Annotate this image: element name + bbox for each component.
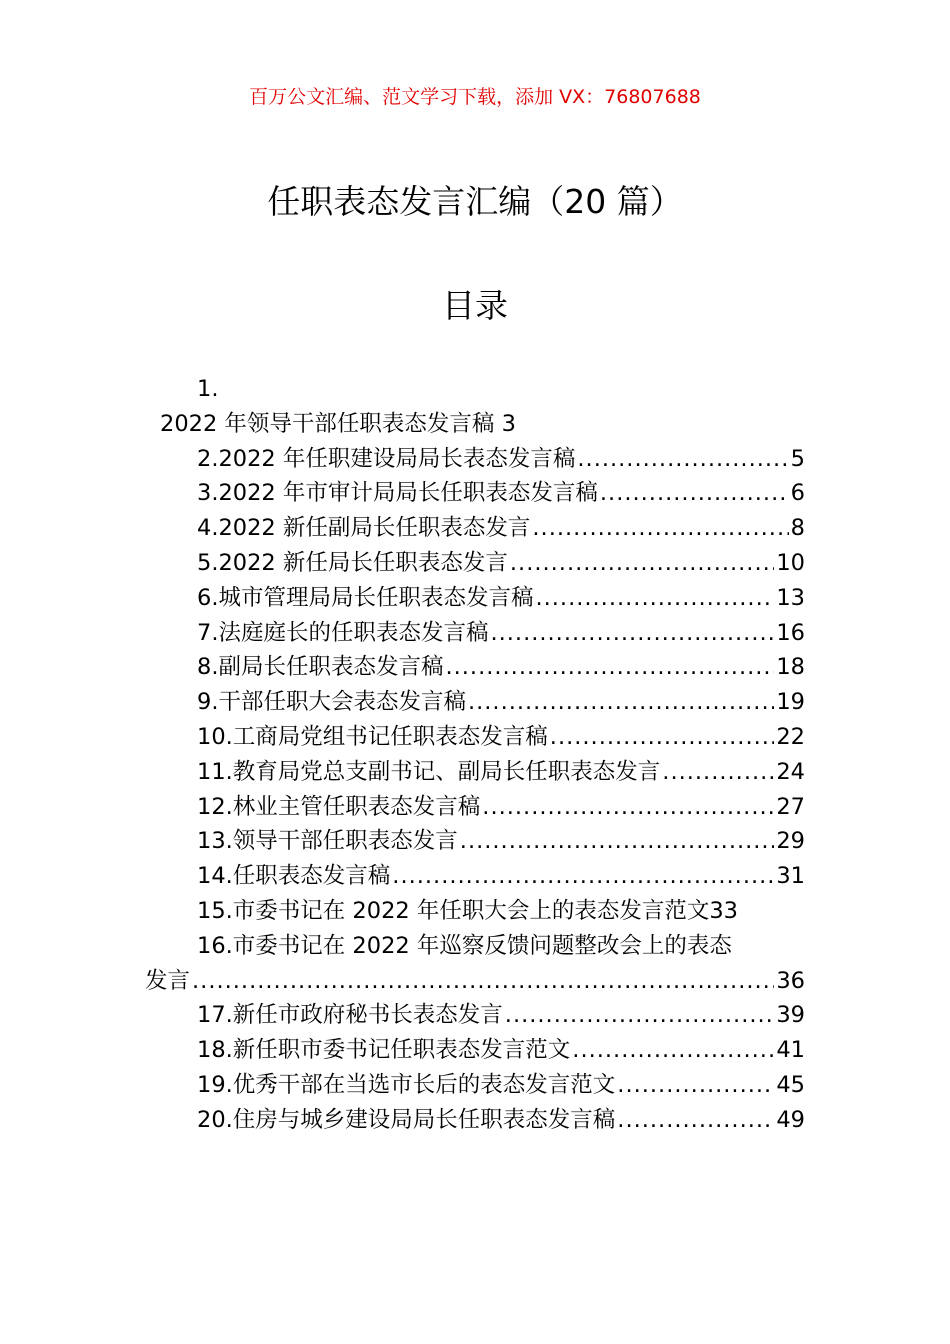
toc-entry-label: 11.教育局党总支副书记、副局长任职表态发言 [197,758,661,785]
toc-entry[interactable] [145,442,805,477]
dot-leader [460,824,775,859]
toc-entry-label: 18.新任职市委书记任职表态发言范文 [197,1037,571,1064]
dot-leader [505,998,775,1033]
toc-entry[interactable] [145,824,805,859]
dot-leader [550,720,775,755]
toc-entry-label: 10.工商局党组书记任职表态发言稿 [197,723,548,750]
dot-leader [535,581,774,616]
toc-entry-page: 36 [776,967,805,994]
toc-entry[interactable] [145,755,805,790]
toc-entry-label: 13.领导干部任职表态发言 [197,828,458,855]
toc-entry-page: 8 [790,515,805,542]
toc-entry-page: 24 [776,758,805,785]
dot-leader [577,442,788,477]
dot-leader [510,546,774,581]
toc-entry-page: 19 [776,689,805,716]
toc-entry[interactable] [145,859,805,894]
toc-entry-page: 33 [709,897,738,924]
dot-leader [617,1103,774,1138]
dot-leader [482,790,774,825]
toc-entry[interactable] [145,998,805,1033]
toc-entry-page: 39 [776,1002,805,1029]
toc-entry-page: 31 [776,863,805,890]
dot-leader [490,616,774,651]
toc-entry-label: 17.新任市政府秘书长表态发言 [197,1002,503,1029]
dot-leader [532,511,788,546]
toc-entry-page: 45 [776,1071,805,1098]
dot-leader [617,1068,774,1103]
toc-entry-label: 20.住房与城乡建设局局长任职表态发言稿 [197,1106,616,1133]
dot-leader [572,1033,774,1068]
document-title: 任职表态发言汇编（20 篇） [267,182,683,221]
watermark-header: 百万公文汇编、范文学习下载，添加 VX：76807688 [249,86,701,108]
toc-entry[interactable] [145,1103,805,1138]
toc-entry-label: 12.林业主管任职表态发言稿 [197,793,481,820]
dot-leader [662,755,774,790]
toc-entry-label: 8.副局长任职表态发言稿 [197,654,444,681]
toc-entry-label: 14.任职表态发言稿 [197,863,391,890]
toc-entry[interactable] [145,581,805,616]
toc-entry[interactable] [145,790,805,825]
toc-entry-page: 22 [776,723,805,750]
toc-entry-1-text[interactable]: 2022 年领导干部任职表态发言稿 3 [160,410,516,437]
toc-entry[interactable] [145,546,805,581]
toc-heading: 目录 [442,286,508,325]
toc-entry-page: 29 [776,828,805,855]
toc-entry-label: 发言 [145,967,191,994]
toc-entry-1-number[interactable]: 1. [197,376,219,402]
table-of-contents [145,372,805,1138]
dot-leader [445,650,774,685]
dot-leader [600,476,789,511]
toc-entry[interactable] [145,511,805,546]
toc-entry[interactable] [145,685,805,720]
toc-entry-label: 2.2022 年任职建设局局长表态发言稿 [197,445,576,472]
toc-entry[interactable] [145,616,805,651]
dot-leader [392,859,774,894]
toc-entry[interactable] [145,1068,805,1103]
toc-entry-page: 6 [790,480,805,507]
toc-entry-label: 3.2022 年市审计局局长任职表态发言稿 [197,480,598,507]
toc-entry-page: 13 [776,584,805,611]
toc-entry-16-line2[interactable] [145,964,805,999]
toc-entry-label: 15.市委书记在 2022 年任职大会上的表态发言范文 [197,897,710,924]
toc-entry-label: 5.2022 新任局长任职表态发言 [197,549,508,576]
dot-leader [192,964,774,999]
toc-entry-page: 49 [776,1106,805,1133]
toc-entry[interactable] [145,720,805,755]
toc-entry-16-line1[interactable]: 16.市委书记在 2022 年巡察反馈问题整改会上的表态 [197,932,732,959]
toc-entry-page: 27 [776,793,805,820]
toc-entry-label: 7.法庭庭长的任职表态发言稿 [197,619,489,646]
toc-entry-page: 10 [776,549,805,576]
toc-entry-page: 5 [790,445,805,472]
toc-entry[interactable] [145,894,805,929]
toc-entry[interactable] [145,650,805,685]
toc-entry-label: 6.城市管理局局长任职表态发言稿 [197,584,534,611]
toc-entry-page: 41 [776,1037,805,1064]
toc-entry-label: 19.优秀干部在当选市长后的表态发言范文 [197,1071,616,1098]
toc-entry-label: 9.干部任职大会表态发言稿 [197,689,466,716]
dot-leader [468,685,774,720]
toc-entry-page: 18 [776,654,805,681]
toc-entry[interactable] [145,476,805,511]
toc-entry[interactable] [145,1033,805,1068]
toc-entry-page: 16 [776,619,805,646]
toc-entry-label: 4.2022 新任副局长任职表态发言 [197,515,531,542]
